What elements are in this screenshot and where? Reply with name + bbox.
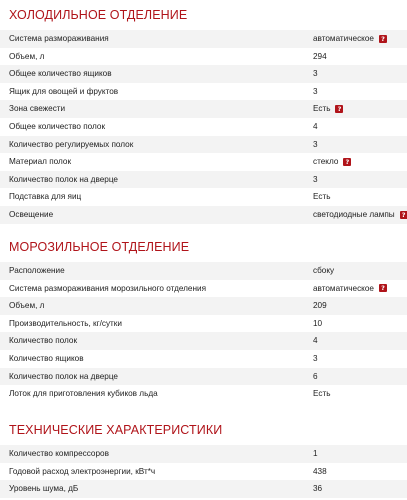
spec-row bbox=[0, 463, 407, 481]
spec-label: Уровень шума, дБ bbox=[9, 484, 79, 494]
help-icon[interactable]: ? bbox=[379, 35, 387, 43]
spec-value: 10 bbox=[313, 318, 323, 328]
spec-value: 3 bbox=[313, 139, 318, 149]
spec-value: 3 bbox=[313, 86, 318, 96]
spec-row bbox=[0, 118, 407, 136]
spec-row bbox=[0, 136, 407, 154]
spec-value: 36 bbox=[313, 484, 323, 494]
spec-value: автоматическое bbox=[313, 283, 374, 293]
spec-label: Объем, л bbox=[9, 51, 45, 61]
spec-value-cell bbox=[313, 171, 318, 189]
spec-label: Подставка для яиц bbox=[9, 192, 82, 202]
spec-value-cell bbox=[313, 100, 343, 118]
spec-value-cell bbox=[313, 30, 387, 48]
spec-value-cell bbox=[313, 368, 318, 386]
spec-value-cell bbox=[313, 118, 318, 136]
section-title: МОРОЗИЛЬНОЕ ОТДЕЛЕНИЕ bbox=[9, 240, 190, 254]
spec-label: Общее количество ящиков bbox=[9, 69, 112, 79]
help-icon[interactable]: ? bbox=[343, 158, 351, 166]
spec-row bbox=[0, 188, 407, 206]
spec-row bbox=[0, 65, 407, 83]
spec-row bbox=[0, 368, 407, 386]
spec-label: Количество ящиков bbox=[9, 354, 84, 363]
spec-value: 3 bbox=[313, 174, 318, 184]
spec-value: светодиодные лампы bbox=[313, 210, 395, 219]
spec-label: Количество полок на дверце bbox=[9, 174, 118, 184]
spec-value-cell bbox=[313, 65, 318, 83]
spec-value-cell bbox=[313, 83, 318, 101]
spec-value-cell bbox=[313, 153, 351, 171]
spec-value-cell bbox=[313, 480, 322, 498]
spec-row bbox=[0, 350, 407, 368]
spec-row bbox=[0, 30, 407, 48]
spec-value-cell bbox=[313, 48, 327, 66]
spec-value-cell bbox=[313, 350, 318, 368]
spec-value: 438 bbox=[313, 466, 327, 476]
spec-value: 4 bbox=[313, 336, 318, 346]
spec-row bbox=[0, 385, 407, 403]
spec-label: Количество полок на дверце bbox=[9, 371, 118, 381]
spec-row bbox=[0, 48, 407, 66]
spec-label: Общее количество полок bbox=[9, 122, 106, 131]
spec-value-cell bbox=[313, 262, 334, 280]
spec-label: Система размораживания морозильного отделения bbox=[9, 283, 207, 293]
spec-label: Количество регулируемых полок bbox=[9, 139, 134, 149]
spec-value: 209 bbox=[313, 301, 327, 311]
spec-label: Лоток для приготовления кубиков льда bbox=[9, 389, 158, 399]
spec-value-cell bbox=[313, 297, 327, 315]
spec-value-cell bbox=[313, 463, 327, 481]
spec-row bbox=[0, 480, 407, 498]
spec-label: Количество полок bbox=[9, 336, 78, 346]
spec-value-cell bbox=[313, 315, 322, 333]
spec-label: Количество компрессоров bbox=[9, 449, 109, 458]
spec-value: Есть bbox=[313, 104, 331, 114]
spec-label: Объем, л bbox=[9, 301, 45, 311]
spec-row bbox=[0, 280, 407, 298]
spec-row bbox=[0, 206, 407, 224]
spec-row bbox=[0, 171, 407, 189]
spec-value: сбоку bbox=[313, 266, 335, 275]
section-title: ТЕХНИЧЕСКИЕ ХАРАКТЕРИСТИКИ bbox=[9, 423, 223, 437]
spec-row bbox=[0, 262, 407, 280]
spec-label: Материал полок bbox=[9, 157, 72, 167]
spec-value: 3 bbox=[313, 354, 318, 363]
spec-row bbox=[0, 332, 407, 350]
spec-value-cell bbox=[313, 206, 407, 224]
spec-value-cell bbox=[313, 445, 318, 463]
spec-row bbox=[0, 100, 407, 118]
spec-value: 3 bbox=[313, 69, 318, 79]
help-icon[interactable]: ? bbox=[400, 211, 407, 219]
help-icon[interactable]: ? bbox=[379, 284, 387, 292]
spec-row bbox=[0, 445, 407, 463]
spec-label: Освещение bbox=[9, 210, 54, 219]
spec-row bbox=[0, 315, 407, 333]
spec-row bbox=[0, 153, 407, 171]
spec-value: автоматическое bbox=[313, 34, 374, 43]
spec-row bbox=[0, 83, 407, 101]
spec-value-cell bbox=[313, 188, 330, 206]
help-icon[interactable]: ? bbox=[335, 105, 343, 113]
spec-value: Есть bbox=[313, 389, 331, 399]
spec-value: 4 bbox=[313, 122, 318, 131]
spec-label: Система размораживания bbox=[9, 34, 109, 43]
spec-value-cell bbox=[313, 136, 318, 154]
spec-value: 6 bbox=[313, 371, 318, 381]
spec-value: 1 bbox=[313, 449, 318, 458]
spec-row bbox=[0, 297, 407, 315]
spec-value: стекло bbox=[313, 157, 339, 167]
spec-label: Зона свежести bbox=[9, 104, 66, 114]
spec-label: Ящик для овощей и фруктов bbox=[9, 86, 119, 96]
section-title: ХОЛОДИЛЬНОЕ ОТДЕЛЕНИЕ bbox=[9, 8, 188, 22]
spec-value-cell bbox=[313, 280, 387, 298]
spec-label: Расположение bbox=[9, 266, 65, 275]
spec-label: Производительность, кг/сутки bbox=[9, 318, 122, 328]
spec-value: 294 bbox=[313, 51, 327, 61]
spec-value-cell bbox=[313, 332, 318, 350]
spec-label: Годовой расход электроэнергии, кВт*ч bbox=[9, 466, 156, 476]
spec-value-cell bbox=[313, 385, 330, 403]
spec-value: Есть bbox=[313, 192, 331, 202]
